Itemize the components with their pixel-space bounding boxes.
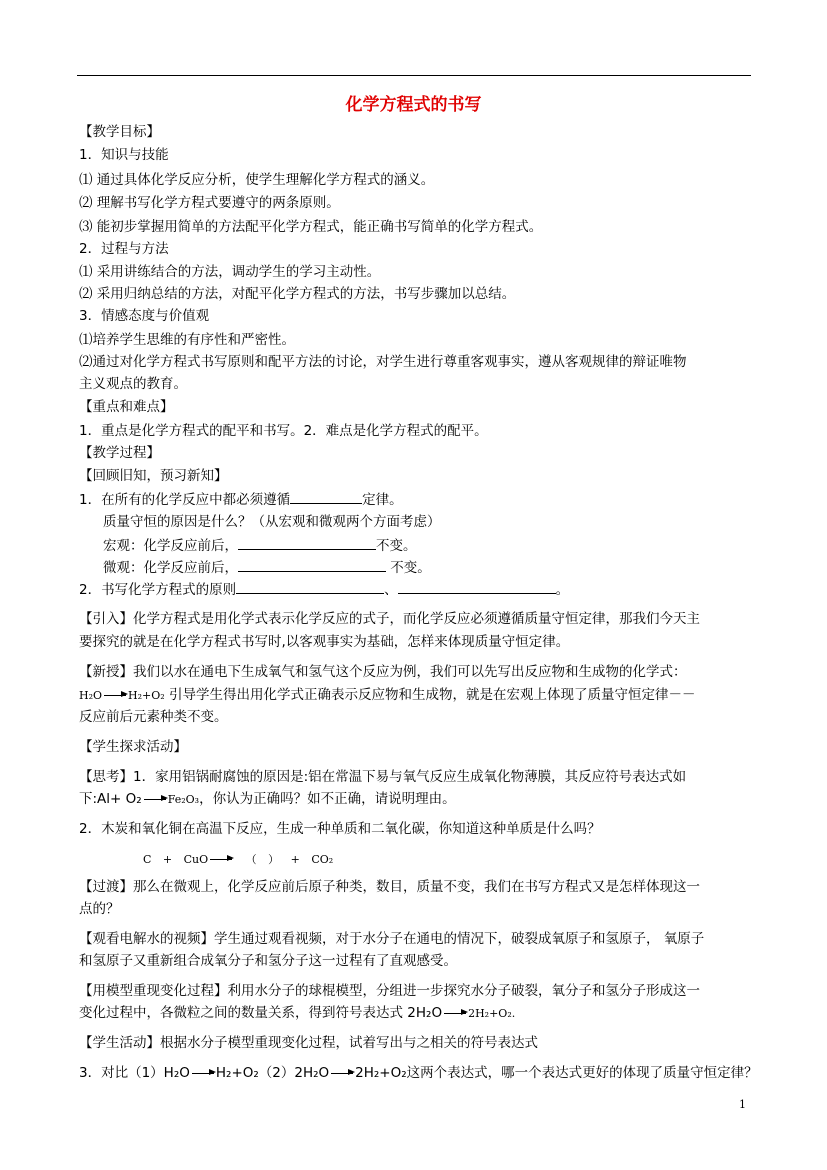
arrow-icon <box>192 1073 214 1074</box>
equation-line: 下:Al+ O₂ Fe₂O₃，你认为正确吗？如不正确，请说明理由。 <box>79 791 456 807</box>
header-rule <box>77 75 751 76</box>
arrow-icon <box>104 695 126 696</box>
objective-item: ⑵ 采用归纳总结的方法，对配平化学方程式的方法，书写步骤加以总结。 <box>79 286 516 302</box>
page-title: 化学方程式的书写 <box>345 95 482 115</box>
subheading-knowledge: 1．知识与技能 <box>79 147 169 163</box>
objective-item: ⑴培养学生思维的有序性和严密性。 <box>79 332 295 348</box>
fill-blank[interactable] <box>236 579 384 594</box>
arrow-icon <box>144 799 166 800</box>
equation-line: 3．对比（1）H₂O H₂+O₂（2）2H₂O 2H₂+O₂这两个表达式，哪一个表达式更好的体现了质量守恒定律？ <box>79 1065 758 1081</box>
equation-line: H₂O H₂+O₂ 引导学生得出用化学式正确表示反应物和生成物，就是在宏观上体现了质量守恒定律－－ <box>79 687 696 703</box>
objective-item: ⑵ 理解书写化学方程式要遵守的两条原则。 <box>79 195 340 211</box>
question-1: 1．在所有的化学反应中都必须遵循 定律。 <box>79 489 403 510</box>
objective-item: ⑶ 能初步掌握用简单的方法配平化学方程式，能正确书写简单的化学方程式。 <box>79 219 543 235</box>
video-paragraph: 【观看电解水的视频】学生通过观看视频，对于水分子在通电的情况下，破裂成氧原子和氢原子， 氧原子 <box>79 931 705 947</box>
subheading-attitude: 3．情感态度与价值观 <box>79 308 210 324</box>
think-paragraph: 【思考】1．家用铝锅耐腐蚀的原因是:铝在常温下易与氧气反应生成氧化物薄膜，其反应符号表达式如 <box>79 769 687 785</box>
fill-blank[interactable] <box>238 557 386 572</box>
section-heading-process: 【教学过程】 <box>79 445 160 461</box>
arrow-icon <box>210 859 232 860</box>
think-question-2: 2．木炭和氧化铜在高温下反应，生成一种单质和二氧化碳，你知道这种单质是什么吗？ <box>79 821 601 837</box>
objective-item: ⑴ 通过具体化学反应分析，使学生理解化学方程式的涵义。 <box>79 172 435 188</box>
fill-blank[interactable] <box>238 535 376 550</box>
new-lesson-paragraph: 【新授】我们以水在通电下生成氧气和氢气这个反应为例，我们可以先写出反应物和生成物的化学式： <box>79 664 687 680</box>
objective-item: 主义观点的教育。 <box>79 376 187 392</box>
objective-item: ⑵通过对化学方程式书写原则和配平方法的讨论，对学生进行尊重客观事实，遵从客观规律的辩证唯物 <box>79 354 687 370</box>
transition-paragraph: 点的？ <box>79 901 120 917</box>
equation-line: C + CuO （ ） + CO₂ <box>143 853 334 866</box>
section-heading-activity: 【学生探求活动】 <box>79 739 187 755</box>
arrow-icon <box>331 1073 353 1074</box>
equation-line: 变化过程中，各微粒之间的数量关系，得到符号表达式 2H₂O 2H₂+O₂. <box>79 1005 516 1021</box>
question-1-macro: 宏观：化学反应前后， 不变。 <box>103 535 417 556</box>
keypoints-text: 1．重点是化学方程式的配平和书写。2．难点是化学方程式的配平。 <box>79 423 488 439</box>
subheading-process: 2．过程与方法 <box>79 241 169 257</box>
student-activity-paragraph: 【学生活动】根据水分子模型重现变化过程，试着写出与之相关的符号表达式 <box>79 1035 538 1051</box>
question-1-sub: 质量守恒的原因是什么？（从宏观和微观两个方面考虑） <box>103 514 441 530</box>
question-1-micro: 微观：化学反应前后， 不变。 <box>103 557 431 578</box>
intro-paragraph: 【引入】化学方程式是用化学式表示化学反应的式子，而化学反应必须遵循质量守恒定律，那我们今天主 <box>79 611 700 627</box>
fill-blank[interactable] <box>398 579 556 594</box>
fill-blank[interactable] <box>290 489 362 504</box>
model-paragraph: 【用模型重现变化过程】利用水分子的球棍模型，分组进一步探究水分子破裂，氧分子和氢分子形成这一 <box>79 983 700 999</box>
question-2: 2．书写化学方程式的原则 、 。 <box>79 579 569 600</box>
page-number: 1 <box>739 1098 746 1111</box>
objective-item: ⑴ 采用讲练结合的方法，调动学生的学习主动性。 <box>79 264 381 280</box>
section-heading-review: 【回顾旧知，预习新知】 <box>79 468 228 484</box>
section-heading-objectives: 【教学目标】 <box>79 124 160 140</box>
new-lesson-paragraph: 反应前后元素种类不变。 <box>79 709 228 725</box>
intro-paragraph: 要探究的就是在化学方程式书写时,以客观事实为基础，怎样来体现质量守恒定律。 <box>79 634 570 650</box>
arrow-icon <box>444 1013 466 1014</box>
section-heading-keypoints: 【重点和难点】 <box>79 399 174 415</box>
video-paragraph: 和氢原子又重新组合成氧分子和氢分子这一过程有了直观感受。 <box>79 953 457 969</box>
transition-paragraph: 【过渡】那么在微观上，化学反应前后原子种类，数目，质量不变，我们在书写方程式又是怎样体现这一 <box>79 879 700 895</box>
